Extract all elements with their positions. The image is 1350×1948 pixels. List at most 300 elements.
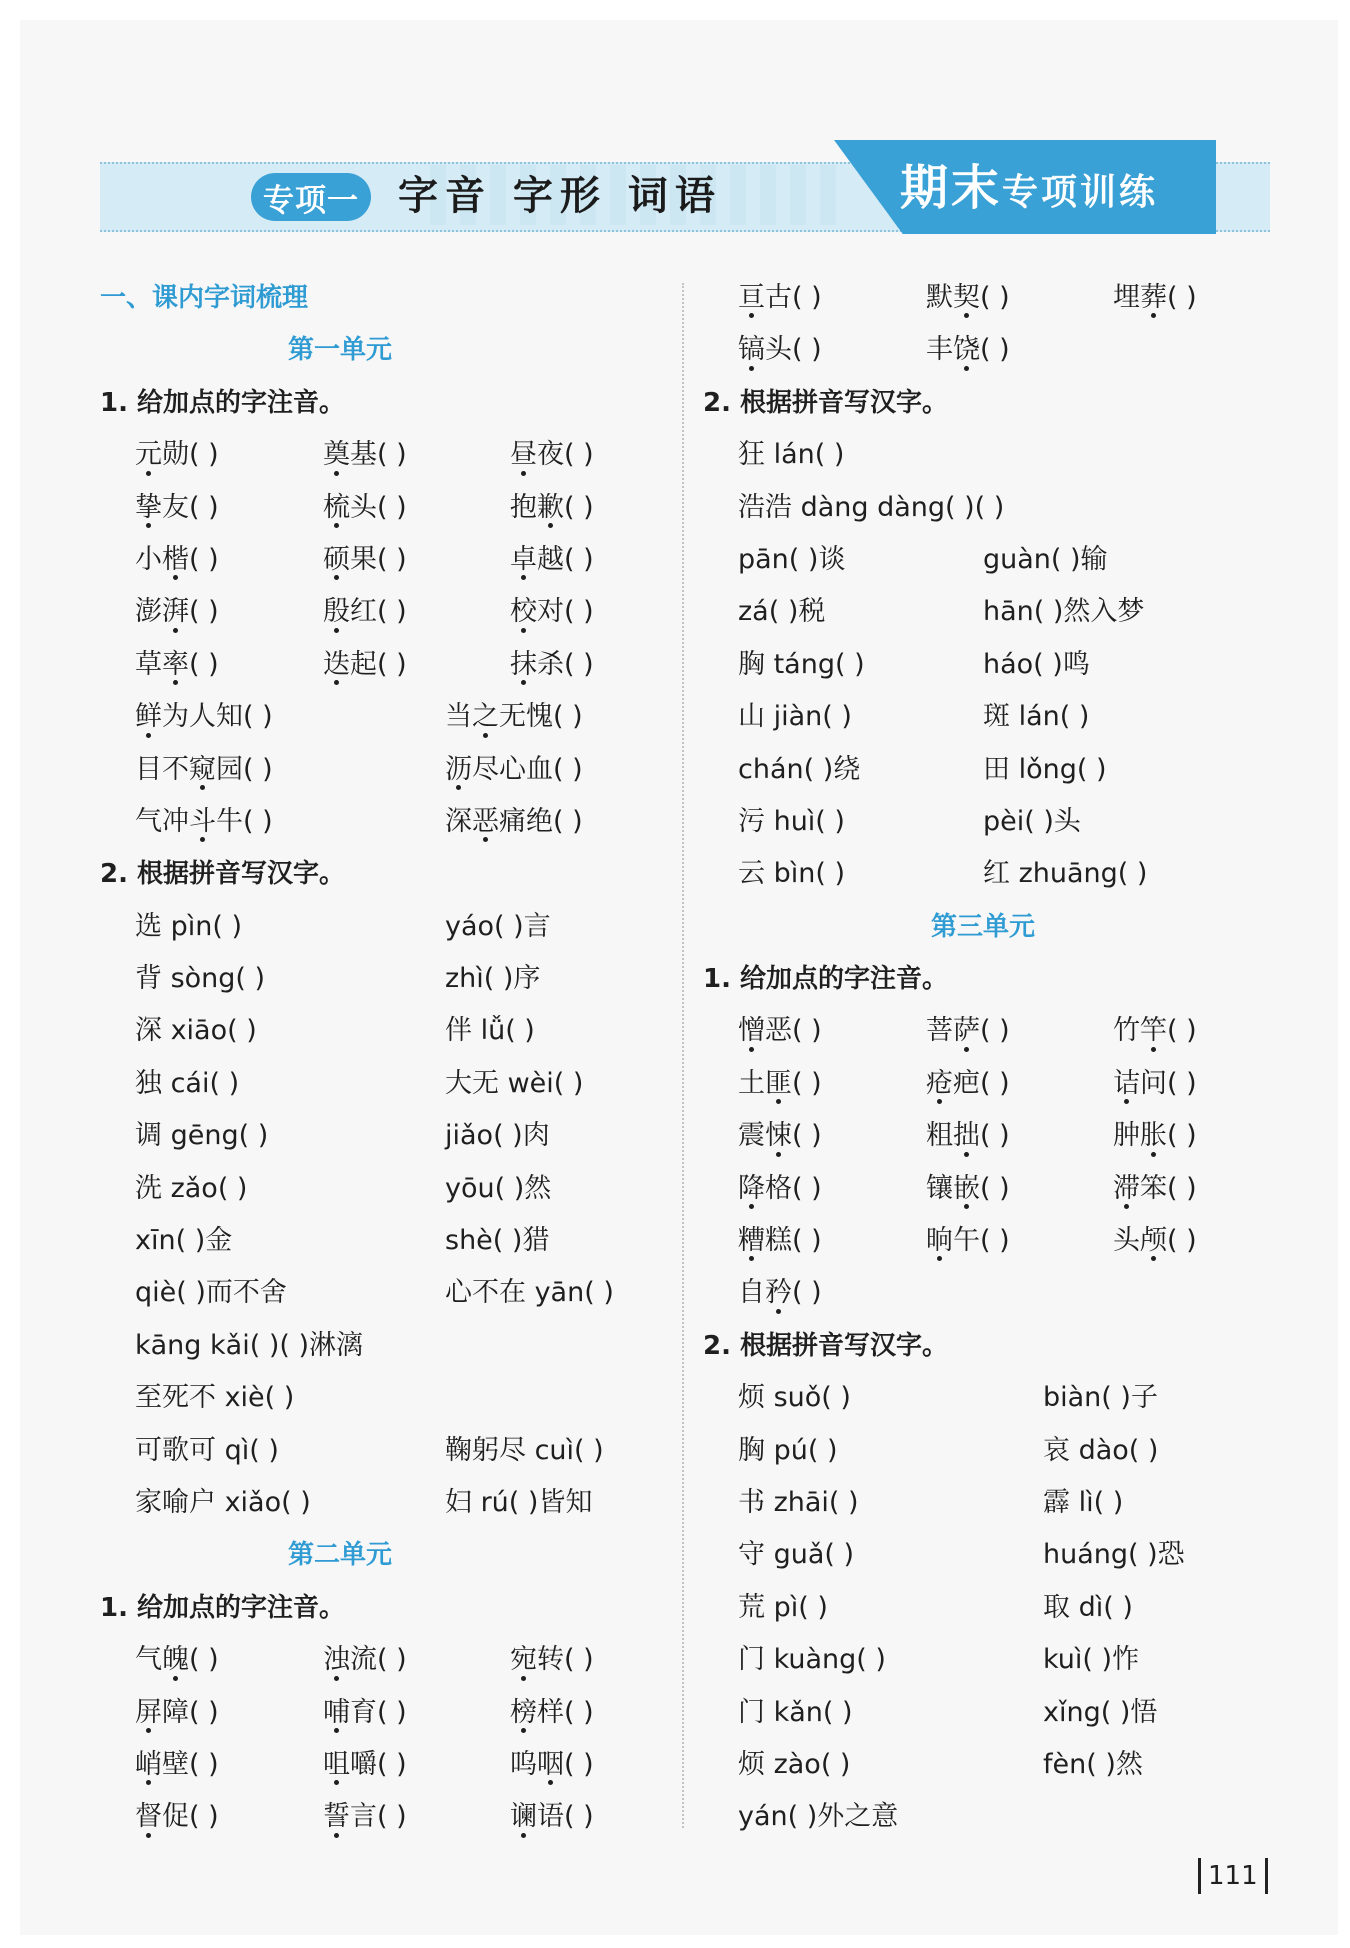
exercise-item	[738, 1529, 854, 1581]
answer-blank[interactable]: ( )	[1167, 1120, 1197, 1152]
pinyin-blank[interactable]: shè( )猎	[445, 1225, 550, 1257]
exercise-item	[135, 639, 219, 691]
exercise-row	[703, 1267, 1263, 1319]
exercise-item	[1043, 1477, 1123, 1529]
exercise-row	[100, 1267, 675, 1319]
exercise-row	[100, 1005, 675, 1057]
dotted-word: 奠基	[323, 429, 377, 481]
answer-blank[interactable]: ( )	[980, 1120, 1010, 1152]
pinyin-blank[interactable]: qiè( )而不舍	[135, 1277, 287, 1309]
exercise-item	[510, 1687, 594, 1739]
exercise-item	[738, 1110, 822, 1162]
exercise-item	[926, 1058, 1010, 1110]
exercise-row	[703, 691, 1263, 743]
exercise-row	[100, 1791, 675, 1843]
pinyin-blank[interactable]: 大无 wèi( )	[445, 1067, 584, 1099]
pinyin-blank[interactable]: 心不在 yān( )	[445, 1277, 614, 1309]
answer-blank[interactable]: ( )	[564, 491, 594, 523]
dotted-word: 菩萨	[926, 1005, 980, 1057]
answer-blank[interactable]: ( )	[377, 439, 407, 471]
exercise-row	[100, 1634, 675, 1686]
exercise-item	[323, 639, 407, 691]
answer-blank[interactable]: ( )	[564, 1696, 594, 1728]
pinyin-blank[interactable]: chán( )绕	[738, 753, 861, 785]
question-title: 1. 给加点的字注音。	[100, 1592, 346, 1623]
left-column	[100, 272, 675, 1844]
unit-title: 第三单元	[930, 911, 1035, 942]
emphasis-dot	[1124, 1204, 1129, 1209]
banner-text	[900, 150, 1158, 226]
pinyin-blank[interactable]: 门 kǎn( )	[738, 1696, 853, 1728]
exercise-item	[926, 1005, 1010, 1057]
pinyin-blank[interactable]: 背 sòng( )	[135, 963, 266, 995]
answer-blank[interactable]: ( )	[792, 1277, 822, 1309]
exercise-item	[135, 1110, 268, 1162]
question-title: 2. 根据拼音写汉字。	[703, 1330, 949, 1361]
pinyin-blank[interactable]: 浩浩 dàng dàng( )( )	[738, 491, 1005, 523]
exercise-item	[983, 744, 1107, 796]
emphasis-dot	[146, 1780, 151, 1785]
answer-blank[interactable]: ( )	[243, 805, 273, 837]
answer-blank[interactable]: ( )	[980, 1067, 1010, 1099]
exercise-item	[738, 744, 860, 796]
exercise-row	[100, 1163, 675, 1215]
answer-blank[interactable]: ( )	[189, 1801, 219, 1833]
exercise-row	[100, 1320, 675, 1372]
unit-title: 第一单元	[287, 335, 392, 366]
dotted-word: 澎湃	[135, 586, 189, 638]
exercise-item	[323, 586, 407, 638]
pinyin-blank[interactable]: xǐng( )悟	[1043, 1696, 1158, 1728]
emphasis-dot	[334, 523, 339, 528]
exercise-item	[445, 1005, 535, 1057]
exercise-item	[135, 1267, 287, 1319]
exercise-item	[135, 586, 219, 638]
exercise-row	[100, 639, 675, 691]
emphasis-dot	[749, 366, 754, 371]
emphasis-dot	[749, 1256, 754, 1261]
answer-blank[interactable]: ( )	[377, 491, 407, 523]
answer-blank[interactable]: ( )	[980, 1015, 1010, 1047]
exercise-row	[100, 1739, 675, 1791]
dotted-word: 迭起	[323, 639, 377, 691]
answer-blank[interactable]: ( )	[553, 753, 583, 785]
exercise-item	[1043, 1425, 1158, 1477]
exercise-item	[135, 1687, 219, 1739]
exercise-item	[445, 1477, 592, 1529]
dotted-word: 梳头	[323, 482, 377, 534]
pinyin-blank[interactable]: 霹 lì( )	[1043, 1486, 1124, 1518]
exercise-item	[738, 1477, 859, 1529]
answer-blank[interactable]: ( )	[564, 1644, 594, 1676]
pinyin-blank[interactable]: 鞠躬尽 cuì( )	[445, 1434, 604, 1466]
exercise-item	[738, 1739, 850, 1791]
pinyin-blank[interactable]: yōu( )然	[445, 1172, 552, 1204]
dotted-word: 埋葬	[1113, 272, 1167, 324]
exercise-row	[703, 1739, 1263, 1791]
exercise-row	[703, 324, 1263, 376]
exercise-item	[135, 1215, 232, 1267]
pinyin-blank[interactable]: 家喻户 xiǎo( )	[135, 1486, 311, 1518]
answer-blank[interactable]: ( )	[564, 648, 594, 680]
pinyin-blank[interactable]: 伴 lǚ( )	[445, 1015, 535, 1047]
exercise-row	[703, 1005, 1263, 1057]
exercise-item	[1113, 1163, 1197, 1215]
dotted-word: 屏障	[135, 1687, 189, 1739]
emphasis-dot	[548, 523, 553, 528]
emphasis-dot	[456, 785, 461, 790]
dotted-word: 憎恶	[738, 1005, 792, 1057]
dotted-word: 硕果	[323, 534, 377, 586]
answer-blank[interactable]: ( )	[564, 543, 594, 575]
answer-blank[interactable]: ( )	[189, 491, 219, 523]
dotted-word: 气冲斗牛	[135, 796, 243, 848]
dotted-word: 哺育	[323, 1687, 377, 1739]
right-column	[703, 272, 1263, 1844]
exercise-row	[703, 272, 1263, 324]
exercise-row	[100, 482, 675, 534]
pinyin-blank[interactable]: 深 xiāo( )	[135, 1015, 257, 1047]
emphasis-dot	[334, 1833, 339, 1838]
exercise-item	[738, 1372, 851, 1424]
pinyin-blank[interactable]: 书 zhāi( )	[738, 1486, 859, 1518]
exercise-item	[135, 796, 273, 848]
answer-blank[interactable]: ( )	[377, 1696, 407, 1728]
pinyin-blank[interactable]: zhì( )序	[445, 963, 541, 995]
exercise-item	[510, 1634, 594, 1686]
exercise-row	[100, 1687, 675, 1739]
pinyin-blank[interactable]: 独 cái( )	[135, 1067, 240, 1099]
section-badge: 专项一	[251, 173, 371, 221]
dotted-word: 丰饶	[926, 324, 980, 376]
pinyin-blank[interactable]: guàn( )输	[983, 543, 1108, 575]
exercise-item	[323, 1739, 407, 1791]
exercise-item	[738, 691, 852, 743]
answer-blank[interactable]: ( )	[980, 334, 1010, 366]
exercise-item	[135, 534, 219, 586]
page-number: 111	[1198, 1858, 1268, 1894]
exercise-item	[445, 1425, 604, 1477]
exercise-item	[738, 324, 822, 376]
section-title: 一、课内字词梳理	[100, 283, 309, 313]
emphasis-dot	[776, 1099, 781, 1104]
emphasis-dot	[146, 523, 151, 528]
emphasis-dot	[146, 733, 151, 738]
answer-blank[interactable]: ( )	[792, 334, 822, 366]
emphasis-dot	[334, 471, 339, 476]
pinyin-blank[interactable]: 哀 dào( )	[1043, 1434, 1159, 1466]
pinyin-blank[interactable]: 取 dì( )	[1043, 1591, 1133, 1623]
exercise-row	[703, 1425, 1263, 1477]
pinyin-blank[interactable]: 山 jiàn( )	[738, 701, 852, 733]
pinyin-blank[interactable]: 妇 rú( )皆知	[445, 1486, 593, 1518]
exercise-item	[983, 691, 1089, 743]
exercise-item	[510, 1791, 594, 1843]
exercise-row	[703, 429, 1263, 481]
column-divider	[682, 283, 684, 1828]
dotted-word: 气魄	[135, 1634, 189, 1686]
emphasis-dot	[776, 1152, 781, 1157]
answer-blank[interactable]: ( )	[980, 1225, 1010, 1257]
answer-blank[interactable]: ( )	[792, 1015, 822, 1047]
answer-blank[interactable]: ( )	[377, 1748, 407, 1780]
answer-blank[interactable]: ( )	[792, 1172, 822, 1204]
dotted-word: 宛转	[510, 1634, 564, 1686]
exercise-item	[738, 1634, 886, 1686]
pinyin-blank[interactable]: zá( )税	[738, 596, 826, 628]
exercise-row	[703, 1058, 1263, 1110]
exercise-item	[983, 796, 1081, 848]
exercise-row	[703, 744, 1263, 796]
exercise-item	[135, 1791, 219, 1843]
emphasis-dot	[173, 1676, 178, 1681]
pinyin-blank[interactable]: 斑 lán( )	[983, 701, 1090, 733]
emphasis-dot	[749, 1204, 754, 1209]
exercise-row	[100, 744, 675, 796]
dotted-word: 目不窥园	[135, 744, 243, 796]
exercise-row	[100, 1425, 675, 1477]
answer-blank[interactable]: ( )	[1167, 1172, 1197, 1204]
dotted-word: 降格	[738, 1163, 792, 1215]
emphasis-dot	[937, 1099, 942, 1104]
emphasis-dot	[1151, 313, 1156, 318]
answer-blank[interactable]: ( )	[189, 1696, 219, 1728]
pinyin-blank[interactable]: 守 guǎ( )	[738, 1539, 855, 1571]
pinyin-blank[interactable]: 洗 zǎo( )	[135, 1172, 248, 1204]
exercise-item	[323, 1791, 407, 1843]
dotted-word: 挚友	[135, 482, 189, 534]
answer-blank[interactable]: ( )	[189, 1644, 219, 1676]
emphasis-dot	[334, 628, 339, 633]
dotted-word: 抱歉	[510, 482, 564, 534]
exercise-item	[323, 1687, 407, 1739]
answer-blank[interactable]: ( )	[377, 1644, 407, 1676]
unit-title: 第二单元	[287, 1540, 392, 1571]
pinyin-blank[interactable]: jiǎo( )肉	[445, 1120, 550, 1152]
dotted-word: 糟糕	[738, 1215, 792, 1267]
dotted-word: 鲜为人知	[135, 691, 243, 743]
dotted-word: 晌午	[926, 1215, 980, 1267]
banner-small: 专项训练	[1002, 172, 1159, 213]
dotted-word: 滞笨	[1113, 1163, 1167, 1215]
pinyin-blank[interactable]: 污 huì( )	[738, 805, 845, 837]
emphasis-dot	[1124, 1099, 1129, 1104]
pinyin-blank[interactable]: 胸 táng( )	[738, 648, 865, 680]
answer-blank[interactable]: ( )	[189, 1748, 219, 1780]
exercise-item	[1113, 1215, 1197, 1267]
answer-blank[interactable]: ( )	[564, 1801, 594, 1833]
exercise-row	[703, 1477, 1263, 1529]
pinyin-blank[interactable]: háo( )鸣	[983, 648, 1090, 680]
answer-blank[interactable]: ( )	[792, 1067, 822, 1099]
dotted-word: 土匪	[738, 1058, 792, 1110]
answer-blank[interactable]: ( )	[1167, 1067, 1197, 1099]
exercise-item	[323, 482, 407, 534]
pinyin-blank[interactable]: 至死不 xiè( )	[135, 1382, 295, 1414]
exercise-item	[445, 953, 540, 1005]
pinyin-blank[interactable]: kāng kǎi( )( )淋漓	[135, 1329, 363, 1361]
pinyin-blank[interactable]: 调 gēng( )	[135, 1120, 269, 1152]
exercise-item	[135, 1163, 247, 1215]
pinyin-blank[interactable]: biàn( )子	[1043, 1382, 1158, 1414]
exercise-row	[100, 1372, 675, 1424]
emphasis-dot	[548, 1780, 553, 1785]
exercise-row	[703, 1687, 1263, 1739]
pinyin-blank[interactable]: yáo( )言	[445, 910, 551, 942]
exercise-row	[703, 796, 1263, 848]
exercise-item	[445, 1058, 583, 1110]
page-title: 字音 字形 词语	[398, 172, 722, 219]
exercise-item	[1113, 1110, 1197, 1162]
pinyin-blank[interactable]: 荒 pì( )	[738, 1591, 828, 1623]
answer-blank[interactable]: ( )	[980, 1172, 1010, 1204]
dotted-word: 抹杀	[510, 639, 564, 691]
pinyin-blank[interactable]: 田 lǒng( )	[983, 753, 1107, 785]
answer-blank[interactable]: ( )	[243, 701, 273, 733]
answer-blank[interactable]: ( )	[1167, 1225, 1197, 1257]
pinyin-blank[interactable]: fèn( )然	[1043, 1748, 1143, 1780]
emphasis-dot	[776, 1309, 781, 1314]
pinyin-blank[interactable]: 烦 suǒ( )	[738, 1382, 851, 1414]
exercise-item	[1043, 1739, 1143, 1791]
answer-blank[interactable]: ( )	[1167, 282, 1197, 313]
emphasis-dot	[749, 313, 754, 318]
exercise-item	[738, 1791, 898, 1843]
answer-blank[interactable]: ( )	[1167, 1015, 1197, 1047]
exercise-item	[738, 1163, 822, 1215]
pinyin-blank[interactable]: 狂 lán( )	[738, 439, 845, 471]
dotted-word: 元勋	[135, 429, 189, 481]
emphasis-dot	[749, 1047, 754, 1052]
answer-blank[interactable]: ( )	[189, 596, 219, 628]
pinyin-blank[interactable]: pān( )谈	[738, 543, 846, 575]
exercise-item	[1043, 1634, 1139, 1686]
emphasis-dot	[521, 471, 526, 476]
answer-blank[interactable]: ( )	[564, 439, 594, 471]
emphasis-dot	[173, 628, 178, 633]
pinyin-blank[interactable]: huáng( )恐	[1043, 1539, 1185, 1571]
exercise-row	[703, 1634, 1263, 1686]
pinyin-blank[interactable]: 云 bìn( )	[738, 858, 845, 890]
answer-blank[interactable]: ( )	[553, 805, 583, 837]
exercise-item	[738, 1582, 828, 1634]
exercise-item	[323, 534, 407, 586]
answer-blank[interactable]: ( )	[377, 543, 407, 575]
exercise-item	[510, 1739, 594, 1791]
pinyin-blank[interactable]: yán( )外之意	[738, 1801, 899, 1833]
emphasis-dot	[521, 1728, 526, 1733]
question-title: 1. 给加点的字注音。	[703, 964, 949, 995]
answer-blank[interactable]: ( )	[189, 439, 219, 471]
answer-blank[interactable]: ( )	[792, 1225, 822, 1257]
emphasis-dot	[146, 1833, 151, 1838]
exercise-item	[1113, 272, 1197, 324]
exercise-item	[135, 901, 242, 953]
exercise-row	[100, 1477, 675, 1529]
answer-blank[interactable]: ( )	[377, 1801, 407, 1833]
pinyin-blank[interactable]: hān( )然入梦	[983, 596, 1145, 628]
exercise-row	[100, 429, 675, 481]
exercise-item	[926, 324, 1010, 376]
pinyin-blank[interactable]: 烦 zào( )	[738, 1748, 851, 1780]
answer-blank[interactable]: ( )	[189, 543, 219, 575]
answer-blank[interactable]: ( )	[377, 596, 407, 628]
exercise-item	[135, 482, 219, 534]
exercise-item	[445, 1215, 549, 1267]
exercise-item	[510, 482, 594, 534]
question-title: 2. 根据拼音写汉字。	[703, 387, 949, 418]
dotted-word: 粗拙	[926, 1110, 980, 1162]
pinyin-blank[interactable]: 胸 pú( )	[738, 1434, 838, 1466]
exercise-item	[1043, 1529, 1185, 1581]
dotted-word: 默契	[926, 272, 980, 324]
pinyin-blank[interactable]: 选 pìn( )	[135, 910, 242, 942]
exercise-item	[983, 586, 1144, 638]
exercise-row	[100, 1058, 675, 1110]
answer-blank[interactable]: ( )	[792, 1120, 822, 1152]
question-title: 1. 给加点的字注音。	[100, 387, 346, 418]
dotted-word: 沥尽心血	[445, 744, 553, 796]
answer-blank[interactable]: ( )	[564, 596, 594, 628]
exercise-row	[100, 796, 675, 848]
exercise-item	[926, 272, 1010, 324]
dotted-word: 深恶痛绝	[445, 796, 553, 848]
dotted-word: 昼夜	[510, 429, 564, 481]
answer-blank[interactable]: ( )	[980, 282, 1010, 313]
emphasis-dot	[146, 471, 151, 476]
dotted-word: 震悚	[738, 1110, 792, 1162]
dotted-word: 榜样	[510, 1687, 564, 1739]
exercise-item	[135, 1320, 363, 1372]
exercise-row	[100, 1215, 675, 1267]
exercise-row	[100, 691, 675, 743]
exercise-item	[738, 482, 1004, 534]
exercise-item	[1043, 1582, 1133, 1634]
pinyin-blank[interactable]: kuì( )怍	[1043, 1644, 1140, 1676]
pinyin-blank[interactable]: xīn( )金	[135, 1225, 233, 1257]
dotted-word: 谰语	[510, 1791, 564, 1843]
answer-blank[interactable]: ( )	[377, 648, 407, 680]
banner-big: 期末	[900, 160, 1003, 216]
dotted-word: 督促	[135, 1791, 189, 1843]
dotted-word: 竹竿	[1113, 1005, 1167, 1057]
exercise-item	[738, 848, 845, 900]
emphasis-dot	[521, 628, 526, 633]
answer-blank[interactable]: ( )	[564, 1748, 594, 1780]
pinyin-blank[interactable]: 红 zhuāng( )	[983, 858, 1148, 890]
answer-blank[interactable]: ( )	[243, 753, 273, 785]
emphasis-dot	[521, 1676, 526, 1681]
answer-blank[interactable]: ( )	[553, 701, 583, 733]
pinyin-blank[interactable]: pèi( )头	[983, 805, 1081, 837]
exercise-item	[510, 586, 594, 638]
pinyin-blank[interactable]: 门 kuàng( )	[738, 1644, 886, 1676]
emphasis-dot	[173, 680, 178, 685]
exercise-item	[926, 1215, 1010, 1267]
answer-blank[interactable]: ( )	[792, 282, 822, 313]
answer-blank[interactable]: ( )	[189, 648, 219, 680]
exercise-item	[510, 429, 594, 481]
dotted-word: 亘古	[738, 272, 792, 324]
dotted-word: 镶嵌	[926, 1163, 980, 1215]
exercise-row	[703, 586, 1263, 638]
dotted-word: 峭壁	[135, 1739, 189, 1791]
exercise-row	[703, 639, 1263, 691]
emphasis-dot	[964, 1047, 969, 1052]
pinyin-blank[interactable]: 可歌可 qì( )	[135, 1434, 279, 1466]
emphasis-dot	[1151, 1152, 1156, 1157]
exercise-item	[983, 848, 1147, 900]
